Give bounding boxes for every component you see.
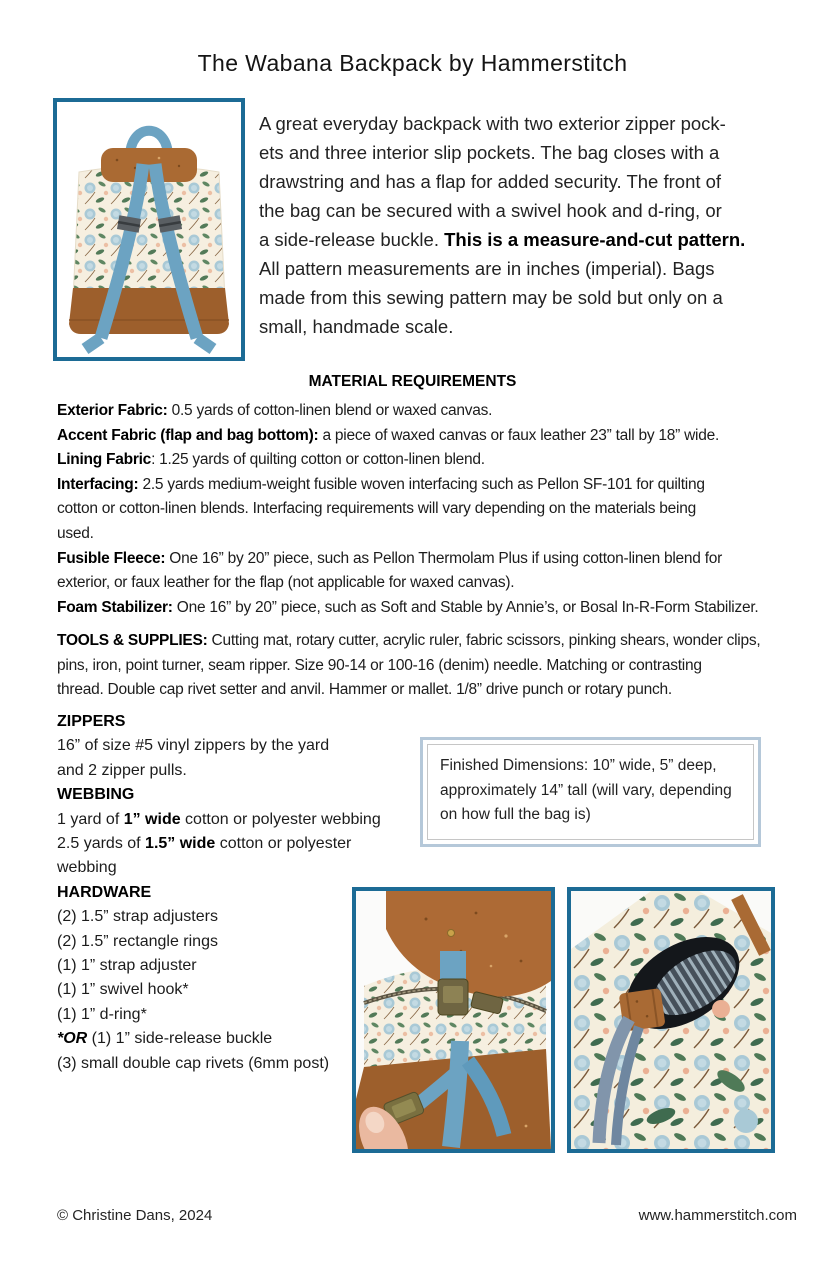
hardware-item: (1) 1” swivel hook* [57,981,189,999]
hardware-item: *OR (1) 1” side-release buckle [57,1030,273,1048]
website-text: www.hammerstitch.com [638,1207,797,1224]
webbing-line: webbing [57,859,117,877]
material-line: Accent Fabric (flap and bag bottom): a piece of waxed canvas or faux leather 23” tall by 18” wide. [57,426,720,444]
intro-line: made from this sewing pattern may be sold but only on a [259,287,723,308]
intro-paragraph [259,109,799,341]
material-requirements-list [57,399,802,620]
material-line: used. [57,524,94,542]
finished-dimensions-text: Finished Dimensions: 10” wide, 5” deep, approximately 14” tall (will vary, depending on how full the bag is) [427,744,754,840]
zippers-line: 16” of size #5 vinyl zippers by the yard [57,737,330,755]
hardware-item: (1) 1” d-ring* [57,1005,147,1023]
hardware-item: (2) 1.5” strap adjusters [57,908,218,926]
backpack-back-view-illustration [57,102,241,357]
intro-line: drawstring and has a flap for added security. The front of [259,171,722,192]
flap-clasp-illustration [356,891,551,1149]
intro-line: small, handmade scale. [259,316,454,337]
material-line: Fusible Fleece: One 16” by 20” piece, such as Pellon Thermolam Plus if using cotton-linen blend for [57,549,723,567]
hardware-heading: HARDWARE [57,883,152,901]
tools-line: thread. Double cap rivet setter and anvil. Hammer or mallet. 1/8” drive punch or rotary punch. [57,681,672,699]
copyright-text: © Christine Dans, 2024 [57,1207,213,1224]
tools-line: pins, iron, point turner, seam ripper. Size 90-14 or 100-16 (denim) needle. Matching or contrasting [57,656,702,674]
material-line: Lining Fabric: 1.25 yards of quilting cotton or cotton-linen blend. [57,451,485,469]
zippers-heading: ZIPPERS [57,713,126,730]
drawstring-opening-photo [567,887,775,1153]
page-title: The Wabana Backpack by Hammerstitch [197,50,628,76]
measure-and-cut-emphasis: This is a measure-and-cut pattern. [444,229,746,250]
flap-clasp-closeup-photo [352,887,555,1153]
intro-line: a side-release buckle. This is a measure-and-cut pattern. [259,229,746,250]
hardware-item: (1) 1” strap adjuster [57,957,197,975]
material-line: cotton or cotton-linen blends. Interfacing requirements will vary depending on the materials being [57,500,696,518]
webbing-line: 1 yard of 1” wide cotton or polyester webbing [57,810,381,828]
material-requirements-heading: MATERIAL REQUIREMENTS [308,373,517,390]
zippers-line: and 2 zipper pulls. [57,761,187,779]
drawstring-opening-illustration [571,891,771,1149]
material-line: exterior, or faux leather for the flap (not applicable for waxed canvas). [57,574,515,592]
tools-line: TOOLS & SUPPLIES: Cutting mat, rotary cutter, acrylic ruler, fabric scissors, pinking shears, wonder clips, [57,632,761,649]
tools-and-supplies [57,629,802,703]
material-line: Interfacing: 2.5 yards medium-weight fusible woven interfacing such as Pellon SF-101 for quilting [57,475,705,493]
intro-line: A great everyday backpack with two exterior zipper pock- [259,113,726,134]
hardware-item: (3) small double cap rivets (6mm post) [57,1054,330,1072]
finished-dimensions-box [420,737,761,847]
backpack-back-view-photo [53,98,245,361]
webbing-heading: WEBBING [57,786,135,804]
intro-line: the bag can be secured with a swivel hook and d-ring, or [259,200,722,221]
page-footer [57,1207,797,1224]
material-line: Foam Stabilizer: One 16” by 20” piece, such as Soft and Stable by Annie’s, or Bosal In-R-Form Stabilizer. [57,598,759,616]
webbing-line: 2.5 yards of 1.5” wide cotton or polyester [57,835,352,853]
intro-line: ets and three interior slip pockets. The bag closes with a [259,142,720,163]
intro-line: All pattern measurements are in inches (imperial). Bags [259,258,715,279]
notions-column [57,710,397,1076]
material-line: Exterior Fabric: 0.5 yards of cotton-linen blend or waxed canvas. [57,402,493,419]
hardware-item: (2) 1.5” rectangle rings [57,932,218,950]
